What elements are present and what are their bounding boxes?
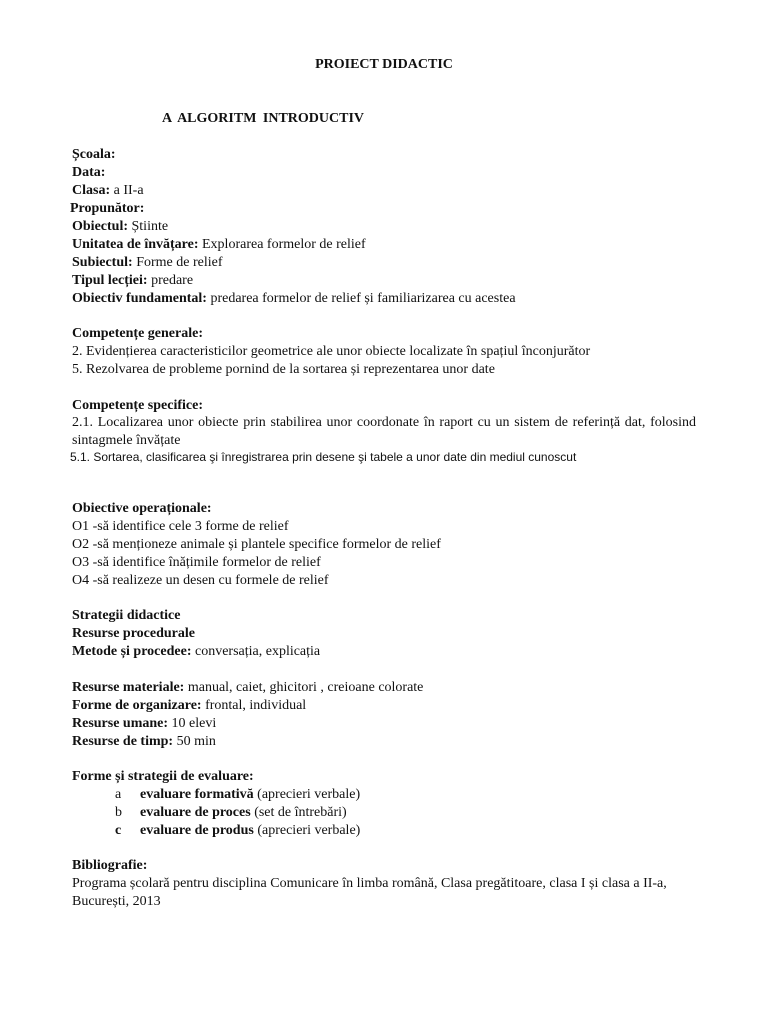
competenta-generala-item: 2. Evidențierea caracteristicilor geometrice ale unor obiecte localizate în spațiul înconjurător <box>72 344 591 359</box>
subiectul-label: Subiectul: <box>72 255 133 270</box>
competenta-generala-item: 5. Rezolvarea de probleme pornind de la sortarea și reprezentarea unor date <box>72 362 495 377</box>
obiectiv-line <box>72 290 516 308</box>
subiectul-value: Forme de relief <box>132 255 223 270</box>
tipul-line <box>72 272 193 290</box>
clasa-line <box>72 182 144 200</box>
evaluare-item-letter: c <box>115 823 122 838</box>
obiective-heading: Obiective operaționale: <box>72 501 212 516</box>
clasa-label: Clasa: <box>72 183 111 198</box>
resurse-umane-value: 10 elevi <box>168 716 217 731</box>
resurse-umane-line <box>72 715 216 733</box>
forme-organizare-value: frontal, individual <box>201 698 307 713</box>
resurse-timp-value: 50 min <box>173 734 216 749</box>
resurse-umane-label: Resurse umane: <box>72 716 169 731</box>
subiectul-line <box>72 254 222 272</box>
tipul-label: Tipul lecției: <box>72 273 148 288</box>
metode-line <box>72 643 320 661</box>
evaluare-item <box>140 786 360 804</box>
evaluare-item <box>140 822 360 840</box>
obiectiv-value: predarea formelor de relief și familiarizarea cu acestea <box>206 291 516 306</box>
competenta-specifica-item: 5.1. Sortarea, clasificarea şi înregistrarea prin desene şi tabele a unor date din mediul cunoscut <box>70 450 577 464</box>
evaluare-item-bold: evaluare formativă <box>140 787 254 802</box>
obiectiv-item: O1 -să identifice cele 3 forme de relief <box>72 519 289 534</box>
resurse-timp-label: Resurse de timp: <box>72 734 174 749</box>
evaluare-item-letter: b <box>115 805 122 820</box>
metode-value: conversația, explicația <box>191 644 321 659</box>
competenta-specifica-item: 2.1. Localizarea unor obiecte prin stabilirea unor coordonate în raport cu un sistem de referință dat, folosind sintagmele învățate <box>72 415 696 448</box>
competente-specifice-heading: Competențe specifice: <box>72 398 204 413</box>
obiectul-label: Obiectul: <box>72 219 128 234</box>
resurse-procedurale-heading: Resurse procedurale <box>72 626 195 641</box>
bibliografie-text: Programa școlară pentru disciplina Comunicare în limba română, Clasa pregătitoare, clasa I și clasa a II-a, București, 2013 <box>72 876 667 909</box>
forme-organizare-line <box>72 697 306 715</box>
tipul-value: predare <box>147 273 194 288</box>
bibliografie-heading: Bibliografie: <box>72 858 148 873</box>
resurse-timp-line <box>72 733 216 751</box>
obiectiv-item: O4 -să realizeze un desen cu formele de relief <box>72 573 329 588</box>
evaluare-item <box>140 804 347 822</box>
clasa-value: a II-a <box>110 183 144 198</box>
evaluare-heading: Forme și strategii de evaluare: <box>72 769 254 784</box>
evaluare-item-rest: (aprecieri verbale) <box>253 823 361 838</box>
document-title: PROIECT DIDACTIC <box>315 57 453 72</box>
evaluare-item-rest: (set de întrebări) <box>250 805 347 820</box>
obiectiv-label: Obiectiv fundamental: <box>72 291 207 306</box>
evaluare-item-rest: (aprecieri verbale) <box>253 787 361 802</box>
evaluare-item-letter: a <box>115 787 122 802</box>
evaluare-item-bold: evaluare de produs <box>140 823 254 838</box>
resurse-materiale-value: manual, caiet, ghicitori , creioane colorate <box>184 680 424 695</box>
resurse-materiale-line <box>72 679 423 697</box>
metode-label: Metode și procedee: <box>72 644 192 659</box>
competente-generale-heading: Competențe generale: <box>72 326 204 341</box>
forme-organizare-label: Forme de organizare: <box>72 698 202 713</box>
resurse-materiale-label: Resurse materiale: <box>72 680 185 695</box>
unitatea-label: Unitatea de învățare: <box>72 237 199 252</box>
obiectul-line <box>72 218 168 236</box>
data-label: Data: <box>72 165 106 180</box>
obiectiv-item: O2 -să menționeze animale și plantele specifice formelor de relief <box>72 537 441 552</box>
section-subtitle: A ALGORITM INTRODUCTIV <box>162 111 365 126</box>
obiectul-value: Știinte <box>128 219 169 234</box>
unitatea-value: Explorarea formelor de relief <box>198 237 366 252</box>
scoala-label: Școala: <box>72 147 116 162</box>
unitatea-line <box>72 236 366 254</box>
evaluare-item-bold: evaluare de proces <box>140 805 251 820</box>
strategii-heading: Strategii didactice <box>72 608 181 623</box>
propunator-label: Propunător: <box>70 201 145 216</box>
obiectiv-item: O3 -să identifice înățimile formelor de relief <box>72 555 321 570</box>
